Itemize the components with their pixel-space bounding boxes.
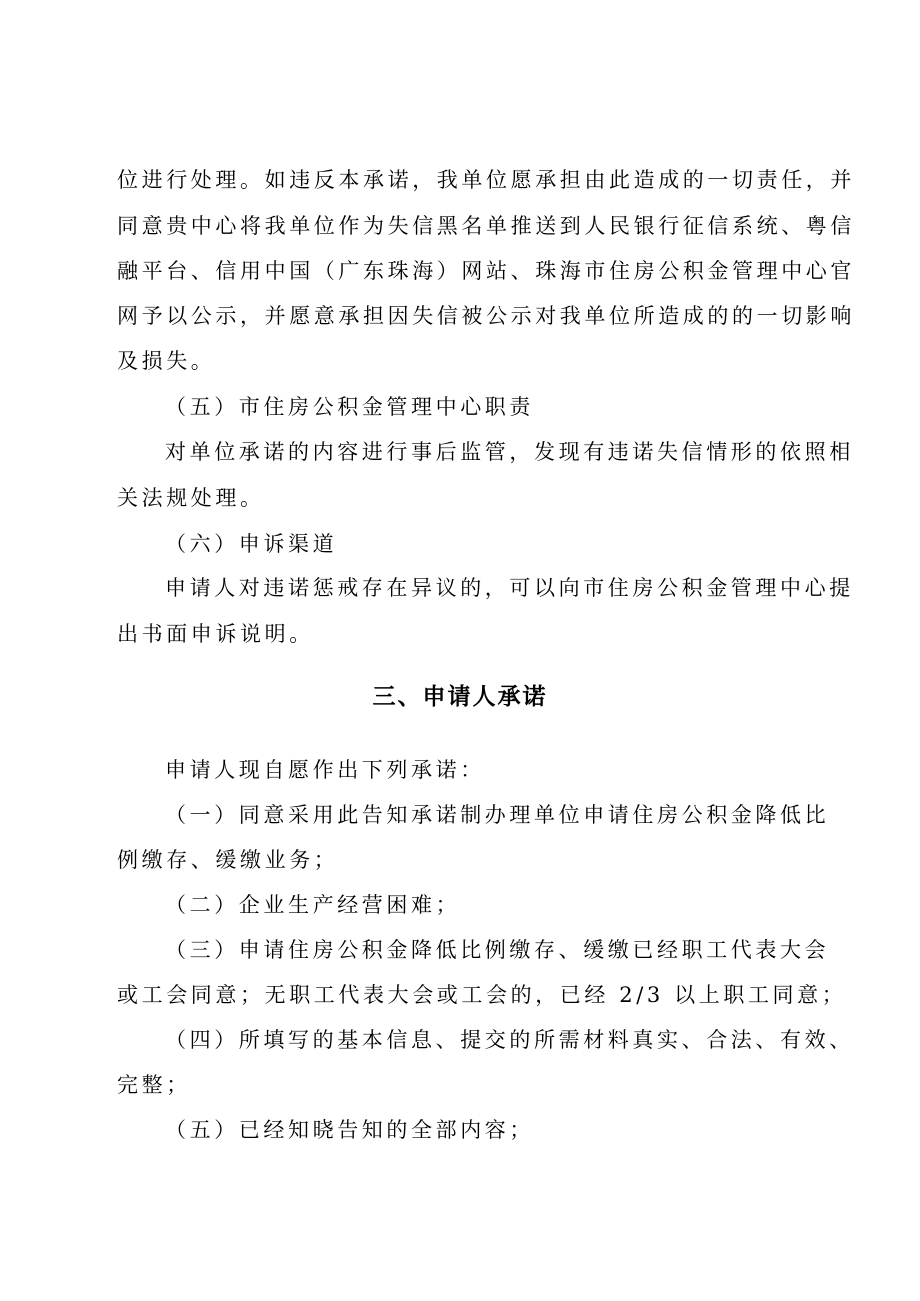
text-line: 位进行处理。如违反本承诺，我单位愿承担由此造成的一切责任，并 <box>117 168 855 192</box>
commitment-item-3: （三）申请住房公积金降低比例缴存、缓缴已经职工代表大会 <box>165 938 830 962</box>
text-line: 网予以公示，并愿意承担因失信被公示对我单位所造成的的一切影响 <box>117 304 855 328</box>
subsection-title-duties: （五）市住房公积金管理中心职责 <box>165 395 534 419</box>
section-intro: 申请人现自愿作出下列承诺： <box>165 758 485 782</box>
commitment-item-1-cont: 例缴存、缓缴业务； <box>117 848 339 872</box>
section-heading: 三、申请人承诺 <box>372 684 548 710</box>
text-line: 对单位承诺的内容进行事后监管，发现有违诺失信情形的依照相 <box>165 440 854 464</box>
text-line: 出书面申诉说明。 <box>117 622 314 646</box>
text-line: 申请人对违诺惩戒存在异议的，可以向市住房公积金管理中心提 <box>165 576 854 600</box>
commitment-item-2: （二）企业生产经营困难； <box>165 893 461 917</box>
text-line: 融平台、信用中国（广东珠海）网站、珠海市住房公积金管理中心官 <box>117 259 855 283</box>
commitment-item-1: （一）同意采用此告知承诺制办理单位申请住房公积金降低比 <box>165 803 830 827</box>
text-line: 及损失。 <box>117 349 216 373</box>
commitment-item-4: （四）所填写的基本信息、提交的所需材料真实、合法、有效、 <box>165 1028 854 1052</box>
commitment-item-5: （五）已经知晓告知的全部内容； <box>165 1118 534 1142</box>
commitment-item-4-cont: 完整； <box>117 1073 191 1097</box>
commitment-item-3-cont: 或工会同意；无职工代表大会或工会的，已经 2/3 以上职工同意； <box>117 983 847 1007</box>
text-line: 同意贵中心将我单位作为失信黑名单推送到人民银行征信系统、粤信 <box>117 214 855 238</box>
text-line: 关法规处理。 <box>117 486 265 510</box>
subsection-title-appeal: （六）申诉渠道 <box>165 532 338 556</box>
